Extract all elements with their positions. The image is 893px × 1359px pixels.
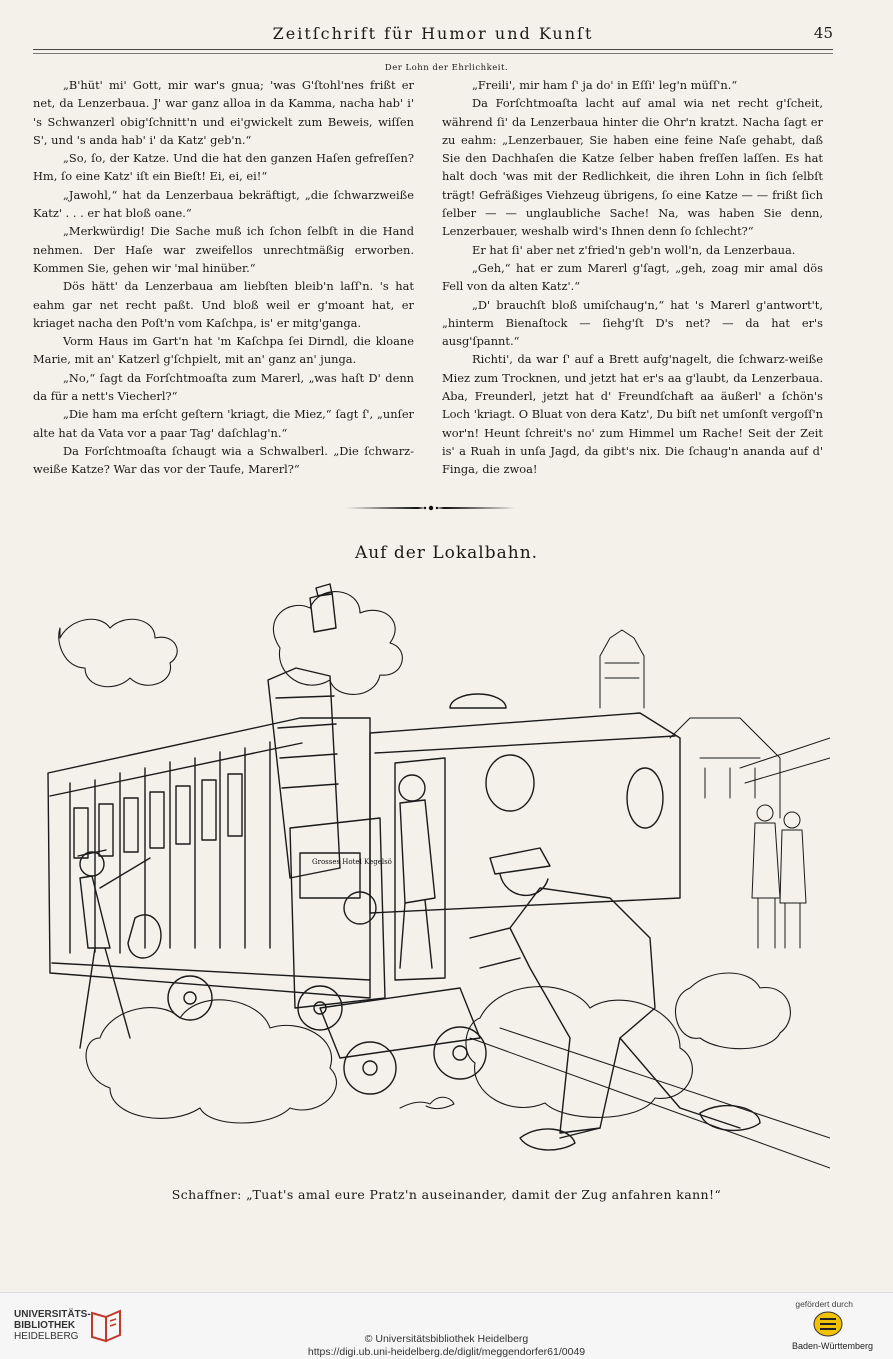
paragraph: „Die ham ma erſcht geſtern 'kriagt, die Miez,“ ſagt ſ', „unſer alte hat da Vata vor a paar Tag' daſchlag'n.“ [33, 407, 414, 440]
paragraph: „D' brauchſt bloß umiſchaug'n,“ hat 's Marerl g'antwort't, „hinterm Bienaſtock — ſiehg'ſt D's net? — da hat er's ausg'ſpannt.“ [442, 297, 823, 349]
permalink[interactable]: https://digi.ub.uni-heidelberg.de/diglit/meggendorfer61/0049 [307, 1346, 586, 1358]
paragraph: Dös hätt' da Lenzerbaua am liebſten bleib'n laſſ'n. 's hat eahm gar net recht paßt. Und bloß weil er g'moant hat, er kriaget nacha den Poſt'n vom Kaſchpa, is' er mitg'ganga. [33, 279, 414, 330]
conductor-figure [470, 848, 760, 1150]
paragraph: „No,“ ſagt da Forſchtmoaſta zum Marerl, „was haſt D' denn da für a nett's Viecherl?“ [33, 370, 414, 404]
paragraph: Er hat ſi' aber net z'fried'n geb'n woll'n, da Lenzerbaua. [472, 242, 796, 257]
header-rule [33, 49, 833, 50]
paragraph: Da Forſchtmoaſta lacht auf amal wia net recht g'ſcheit, während ſi' da Lenzerbaua hinter die Ohr'n kratzt. Nacha ſagt er zu eahm: „Lenzerbauer, Sie haben eine feine Naſe gehabt, daß Sie den Dachhaſen die Katze ſelber haben freſſen laſſen. Es hat halt doch 'was mit der Redlichkeit, die ihren Lohn in ſich ſelbſt trägt! Gefräßiges Viehzeug übrigens, ſo eine Katze — — frißt ſich ſelber — — unglaubliche Sache! Na, was haben Sie denn, Lenzerbauer, weshalb wird's Ihnen denn ſo ſchlecht?“ [442, 96, 823, 239]
bystanders [752, 805, 806, 948]
paragraph: „Geh,“ hat er zum Marerl g'ſagt, „geh, zoag mir amal dös Fell von da alten Katz'.“ [442, 260, 823, 294]
illustration-caption: Schaffner: „Tuat's amal eure Pratz'n auseinander, damit der Zug anfahren kann!“ [171, 1187, 722, 1202]
right-text-column [442, 76, 823, 479]
header-rule-thin [33, 53, 833, 54]
journal-title: Zeitſchrift für Humor und Kunſt [272, 24, 594, 43]
paragraph: „Merkwürdig! Die Sache muß ich ſchon ſelbſt in die Hand nehmen. Der Haſe war zweifellos unrechtmäßig erworben. Kommen Sie, gehen wir 'mal hinüber.“ [33, 224, 414, 275]
paragraph: „Freili', mir ham ſ' ja do' in Eſſi' leg'n müſſ'n.“ [472, 78, 738, 92]
ornament-divider [346, 501, 516, 515]
paragraph: Vorm Haus im Gart'n hat 'm Kaſchpa ſei Dirndl, die kloane Marie, mit an' Katzerl g'ſchpielt, mit an' ganz an' junga. [33, 334, 414, 367]
library-name-line: HEIDELBERG [14, 1331, 79, 1342]
passenger-carriage [48, 718, 370, 1030]
illustration-title: Auf der Lokalbahn. [354, 543, 539, 563]
funder-name: Baden-Württemberg [791, 1341, 873, 1351]
copyright-text: © Universitätsbibliothek Heidelberg [364, 1333, 529, 1345]
baden-wuerttemberg-crest-icon [813, 1311, 843, 1337]
page-number: 45 [813, 24, 833, 42]
running-header [33, 18, 833, 48]
hotel-sign-text: Grosses Hotel Kegelsö [312, 858, 392, 866]
paragraph: „Jawohl,“ hat da Lenzerbaua bekräftigt, „die ſchwarzweiße Katz' . . . er hat bloß oane.“ [33, 187, 414, 221]
locomotive [268, 584, 680, 1094]
driver-figure [399, 775, 435, 968]
library-name-line: BIBLIOTHEK [14, 1320, 76, 1331]
paragraph: Richti', da war ſ' auf a Brett aufg'nagelt, die ſchwarz-weiße Miez zum Trocknen, und jetzt hat er's aa g'laubt, da Lenzerbaua. Aba, Freunderl, jetzt hat d' Freundſchaft aa äußerl' a ſchön's Loch 'kriagt. O Bluat von dera Katz', Du biſt net umſonſt vergoſſ'n wor'n! Heunt ſchreit's no' zum Himmel um Rache! Seit der Zeit is' a Ruah in unſa Jagd, da gibt's nix. Die ſchaug'n ananda auf d' Finga, die zwoa! [442, 352, 823, 477]
footer-bar [0, 1292, 893, 1359]
library-name-line: UNIVERSITÄTS- [14, 1309, 91, 1320]
funding-label: gefördert durch [795, 1299, 853, 1309]
paragraph: „So, ſo, der Katze. Und die hat den ganzen Haſen gefreſſen? Hm, ſo eine Katz' iſt ein Bieſt! Ei, ei, ei!“ [33, 151, 414, 184]
left-text-column [33, 76, 414, 479]
background-houses [600, 630, 830, 818]
paragraph: Da Forſchtmoaſta ſchaugt wia a Schwalberl. „Die ſchwarz-weiße Katze? War das vor der Taufe, Marerl?“ [33, 443, 414, 477]
paragraph: „B'hüt' mi' Gott, mir war's gnua; 'was G'ſtohl'nes frißt er net, da Lenzerbaua. J' war ganz alloa in da Kamma, nacha hab' i' 's Schwanzerl obig'ſchnitt'n und ei'gwickelt zum Beweis, wiſſen S', und 's anda hab' i' da Katz' geb'n.“ [33, 78, 414, 147]
story-title: Der Lohn der Ehrlichkeit. [384, 63, 509, 73]
train-illustration [40, 568, 830, 1178]
copyright-block [0, 1333, 893, 1359]
